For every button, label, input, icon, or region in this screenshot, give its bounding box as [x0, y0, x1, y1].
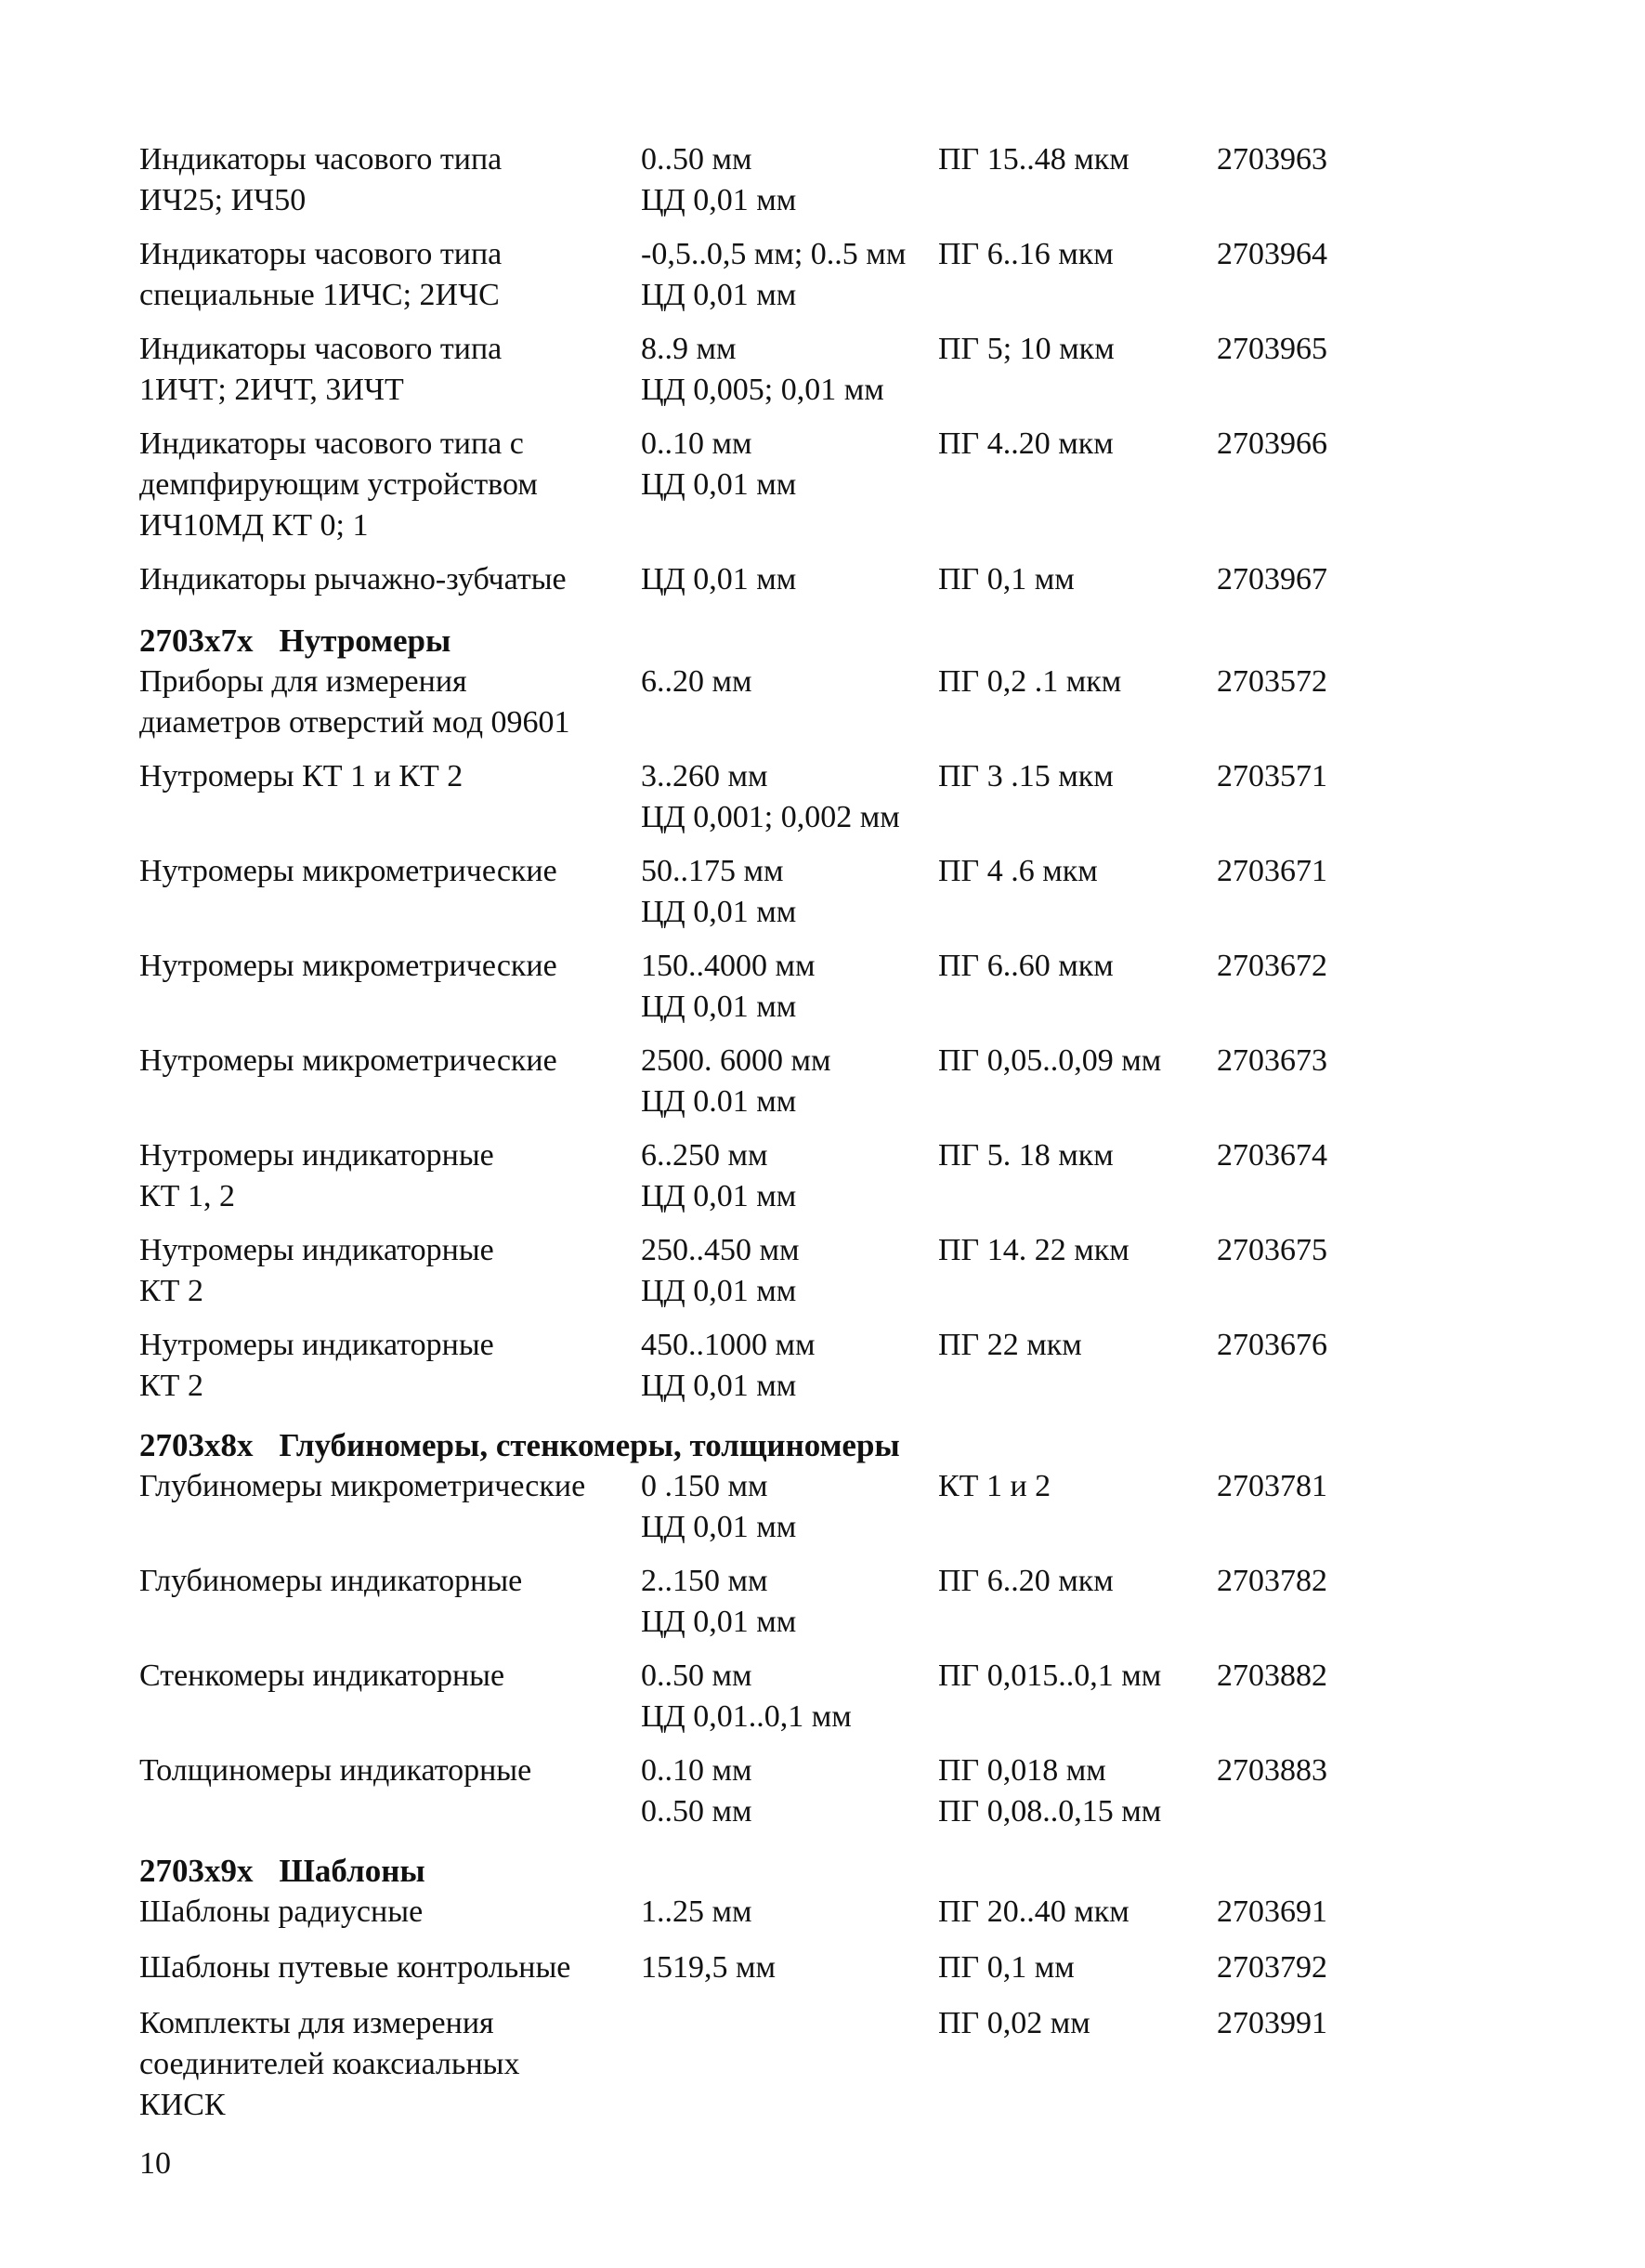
measurement-range-line: 3..260 мм	[641, 759, 768, 793]
table-row	[139, 1561, 1365, 1656]
product-code: 2703782	[1217, 1564, 1327, 1598]
instrument-name-line: Нутромеры микрометрические	[139, 949, 557, 983]
error-limit-line: ПГ 22 мкм	[938, 1328, 1082, 1362]
measurement-range	[641, 662, 752, 702]
instrument-name	[139, 1466, 585, 1507]
measurement-range	[641, 1947, 776, 1988]
product-code: 2703672	[1217, 949, 1327, 983]
table-row	[139, 1947, 1365, 2003]
product-code: 2703675	[1217, 1233, 1327, 1267]
measurement-range-line: 2500. 6000 мм	[641, 1043, 831, 1078]
instrument-name-line: соединителей коаксиальных	[139, 2047, 520, 2081]
table-row	[139, 139, 1365, 234]
measurement-range-line: ЦД 0,01 мм	[641, 467, 797, 502]
error-limit	[938, 139, 1129, 180]
table-row	[139, 1325, 1365, 1420]
error-limit-line: ПГ 6..20 мкм	[938, 1564, 1114, 1598]
table-row	[139, 1466, 1365, 1561]
instrument-name-line: КТ 1, 2	[139, 1179, 235, 1213]
instrument-name-line: Глубиномеры индикаторные	[139, 1564, 523, 1598]
measurement-range-line: ЦД 0,01 мм	[641, 1605, 797, 1639]
instrument-name-line: Нутромеры индикаторные	[139, 1138, 494, 1173]
error-limit	[938, 234, 1114, 275]
instrument-name-line: Индикаторы часового типа	[139, 142, 503, 177]
instrument-name	[139, 756, 463, 797]
error-limit-line: ПГ 5; 10 мкм	[938, 332, 1115, 366]
measurement-range-line: ЦД 0,01 мм	[641, 990, 797, 1024]
error-limit	[938, 662, 1121, 702]
measurement-range-line: ЦД 0,01..0,1 мм	[641, 1699, 852, 1734]
measurement-range	[641, 756, 900, 838]
instrument-name	[139, 1750, 531, 1791]
instrument-name-line: Индикаторы часового типа	[139, 237, 503, 271]
section-title: Нутромеры	[279, 623, 451, 659]
measurement-range-line: ЦД 0,005; 0,01 мм	[641, 373, 884, 407]
measurement-range	[641, 1892, 752, 1933]
product-code: 2703964	[1217, 237, 1327, 271]
product-code: 2703571	[1217, 759, 1327, 793]
measurement-range-line: -0,5..0,5 мм; 0..5 мм	[641, 237, 907, 271]
table-row	[139, 424, 1365, 559]
instrument-name-line: ИЧ10МД КТ 0; 1	[139, 508, 369, 543]
measurement-range-line: 1..25 мм	[641, 1894, 752, 1929]
instrument-name-line: Нутромеры индикаторные	[139, 1233, 494, 1267]
instrument-name-line: Глубиномеры микрометрические	[139, 1469, 586, 1503]
product-code: 2703792	[1217, 1950, 1327, 1985]
measurement-range-line: ЦД 0,01 мм	[641, 895, 797, 929]
section-code: 2703х9х	[139, 1853, 254, 1889]
section-heading	[139, 1845, 1365, 1892]
product-code: 2703882	[1217, 1658, 1327, 1693]
product-code: 2703963	[1217, 142, 1327, 177]
table-row	[139, 329, 1365, 424]
measurement-range-line: ЦД 0.01 мм	[641, 1084, 797, 1119]
error-limit-line: ПГ 0,015..0,1 мм	[938, 1658, 1162, 1693]
error-limit	[938, 756, 1114, 797]
instrument-name	[139, 2003, 519, 2126]
error-limit-line: ПГ 4..20 мкм	[938, 426, 1114, 461]
measurement-range-line: ЦД 0,01 мм	[641, 1510, 797, 1544]
error-limit-line: ПГ 15..48 мкм	[938, 142, 1129, 177]
table-row	[139, 662, 1365, 756]
measurement-range-line: 2..150 мм	[641, 1564, 768, 1598]
table-row	[139, 851, 1365, 946]
product-code: 2703691	[1217, 1894, 1327, 1929]
product-code: 2703781	[1217, 1469, 1327, 1503]
error-limit-line: ПГ 20..40 мкм	[938, 1894, 1129, 1929]
instrument-name	[139, 1230, 494, 1312]
instrument-name	[139, 851, 557, 892]
section-title: Шаблоны	[279, 1853, 425, 1889]
error-limit	[938, 1892, 1129, 1933]
instrument-name-line: Толщиномеры индикаторные	[139, 1753, 532, 1788]
measurement-range	[641, 1041, 831, 1122]
instrument-name-line: Шаблоны путевые контрольные	[139, 1950, 571, 1985]
error-limit	[938, 559, 1075, 600]
section-code: 2703х8х	[139, 1427, 254, 1463]
measurement-range-line: ЦД 0,01 мм	[641, 1369, 797, 1403]
measurement-range	[641, 851, 796, 933]
instrument-name	[139, 559, 567, 600]
section-title: Глубиномеры, стенкомеры, толщиномеры	[279, 1427, 900, 1463]
measurement-range-line: ЦД 0,001; 0,002 мм	[641, 800, 900, 834]
instrument-name-line: Приборы для измерения	[139, 664, 467, 699]
table-row	[139, 559, 1365, 615]
instrument-name	[139, 424, 538, 546]
instrument-name-line: Индикаторы часового типа	[139, 332, 503, 366]
error-limit	[938, 2003, 1090, 2044]
measurement-range	[641, 946, 816, 1028]
measurement-range-line: 0..50 мм	[641, 1658, 752, 1693]
instrument-name	[139, 1947, 570, 1988]
measurement-range	[641, 559, 796, 600]
error-limit-line: ПГ 0,08..0,15 мм	[938, 1794, 1162, 1829]
measurement-range-line: 150..4000 мм	[641, 949, 816, 983]
instrument-name-line: Индикаторы часового типа с	[139, 426, 524, 461]
instrument-name-line: ИЧ25; ИЧ50	[139, 183, 307, 217]
instrument-name	[139, 662, 570, 743]
table-row	[139, 946, 1365, 1041]
instrument-name	[139, 1135, 494, 1217]
table-row	[139, 1230, 1365, 1325]
table-row	[139, 1135, 1365, 1230]
error-limit	[938, 946, 1114, 987]
measurement-range-line: ЦД 0,01 мм	[641, 183, 797, 217]
instrument-name-line: КИСК	[139, 2088, 226, 2122]
error-limit	[938, 1561, 1114, 1602]
section-heading	[139, 615, 1365, 662]
error-limit-line: ПГ 0,1 мм	[938, 1950, 1075, 1985]
measurement-range-line: 0..50 мм	[641, 142, 752, 177]
measurement-range-line: 0..50 мм	[641, 1794, 752, 1829]
table-row	[139, 234, 1365, 329]
document-page	[139, 139, 1365, 2139]
measurement-range	[641, 1135, 796, 1217]
error-limit-line: ПГ 14. 22 мкм	[938, 1233, 1129, 1267]
error-limit	[938, 1041, 1161, 1082]
instrument-name	[139, 1656, 504, 1697]
error-limit	[938, 1750, 1161, 1832]
product-code: 2703671	[1217, 854, 1327, 888]
instrument-name	[139, 946, 557, 987]
product-code: 2703673	[1217, 1043, 1327, 1078]
error-limit	[938, 1135, 1114, 1176]
instrument-name-line: Стенкомеры индикаторные	[139, 1658, 505, 1693]
product-code: 2703966	[1217, 426, 1327, 461]
measurement-range-line: 6..20 мм	[641, 664, 752, 699]
instrument-name-line: Шаблоны радиусные	[139, 1894, 424, 1929]
instrument-name-line: Нутромеры КТ 1 и КТ 2	[139, 759, 463, 793]
section-2	[139, 1420, 1365, 1845]
error-limit-line: ПГ 4 .6 мкм	[938, 854, 1098, 888]
error-limit-line: ПГ 6..60 мкм	[938, 949, 1114, 983]
product-code: 2703991	[1217, 2006, 1327, 2040]
instrument-name	[139, 1325, 494, 1407]
table-row	[139, 1892, 1365, 1947]
error-limit-line: КТ 1 и 2	[938, 1469, 1051, 1503]
instrument-name-line: Нутромеры микрометрические	[139, 854, 557, 888]
product-code: 2703674	[1217, 1138, 1327, 1173]
instrument-name-line: Нутромеры индикаторные	[139, 1328, 494, 1362]
error-limit	[938, 424, 1114, 465]
measurement-range	[641, 329, 884, 411]
error-limit-line: ПГ 0,018 мм	[938, 1753, 1106, 1788]
error-limit-line: ПГ 0,05..0,09 мм	[938, 1043, 1162, 1078]
error-limit-line: ПГ 0,1 мм	[938, 562, 1075, 596]
measurement-range	[641, 424, 796, 505]
error-limit	[938, 1466, 1051, 1507]
instrument-name-line: диаметров отверстий мод 09601	[139, 705, 570, 740]
table-row	[139, 1750, 1365, 1845]
section-0	[139, 139, 1365, 615]
section-code: 2703х7х	[139, 623, 254, 659]
instrument-name-line: КТ 2	[139, 1274, 203, 1308]
instrument-name-line: Комплекты для измерения	[139, 2006, 494, 2040]
product-code: 2703967	[1217, 562, 1327, 596]
measurement-range-line: ЦД 0,01 мм	[641, 1274, 797, 1308]
product-code: 2703883	[1217, 1753, 1327, 1788]
instrument-name-line: КТ 2	[139, 1369, 203, 1403]
measurement-range-line: ЦД 0,01 мм	[641, 562, 797, 596]
instrument-name	[139, 329, 502, 411]
instrument-name	[139, 1041, 557, 1082]
instrument-name-line: специальные 1ИЧС; 2ИЧС	[139, 278, 500, 312]
measurement-range-line: 0..10 мм	[641, 426, 752, 461]
measurement-range-line: 1519,5 мм	[641, 1950, 777, 1985]
table-row	[139, 756, 1365, 851]
error-limit-line: ПГ 5. 18 мкм	[938, 1138, 1114, 1173]
instrument-name	[139, 234, 502, 316]
measurement-range-line: ЦД 0,01 мм	[641, 278, 797, 312]
error-limit	[938, 1230, 1129, 1271]
measurement-range	[641, 1561, 796, 1643]
measurement-range-line: 450..1000 мм	[641, 1328, 816, 1362]
error-limit-line: ПГ 3 .15 мкм	[938, 759, 1114, 793]
measurement-range	[641, 1466, 796, 1548]
section-3	[139, 1845, 1365, 2139]
measurement-range-line: 250..450 мм	[641, 1233, 800, 1267]
error-limit	[938, 1656, 1161, 1697]
measurement-range-line: 0..10 мм	[641, 1753, 752, 1788]
instrument-name-line: 1ИЧТ; 2ИЧТ, 3ИЧТ	[139, 373, 404, 407]
measurement-range	[641, 1230, 800, 1312]
error-limit	[938, 1325, 1082, 1366]
error-limit-line: ПГ 6..16 мкм	[938, 237, 1114, 271]
error-limit	[938, 329, 1115, 370]
error-limit	[938, 851, 1098, 892]
measurement-range-line: 0 .150 мм	[641, 1469, 768, 1503]
measurement-range	[641, 1656, 852, 1737]
table-row	[139, 1041, 1365, 1135]
instrument-name	[139, 139, 502, 221]
measurement-range	[641, 139, 796, 221]
table-row	[139, 2003, 1365, 2139]
product-code: 2703965	[1217, 332, 1327, 366]
measurement-range	[641, 1325, 816, 1407]
measurement-range	[641, 1750, 752, 1832]
instrument-name	[139, 1892, 423, 1933]
measurement-range-line: 50..175 мм	[641, 854, 784, 888]
measurement-range	[641, 234, 906, 316]
table-row	[139, 1656, 1365, 1750]
product-code: 2703676	[1217, 1328, 1327, 1362]
instrument-name-line: демпфирующим устройством	[139, 467, 538, 502]
error-limit-line: ПГ 0,2 .1 мкм	[938, 664, 1122, 699]
error-limit	[938, 1947, 1075, 1988]
instrument-name	[139, 1561, 522, 1602]
measurement-range-line: ЦД 0,01 мм	[641, 1179, 797, 1213]
section-heading	[139, 1420, 1365, 1466]
section-1	[139, 615, 1365, 1420]
instrument-name-line: Нутромеры микрометрические	[139, 1043, 557, 1078]
error-limit-line: ПГ 0,02 мм	[938, 2006, 1090, 2040]
measurement-range-line: 8..9 мм	[641, 332, 737, 366]
page-number: 10	[139, 2146, 171, 2181]
product-code: 2703572	[1217, 664, 1327, 699]
instrument-name-line: Индикаторы рычажно-зубчатые	[139, 562, 567, 596]
measurement-range-line: 6..250 мм	[641, 1138, 768, 1173]
